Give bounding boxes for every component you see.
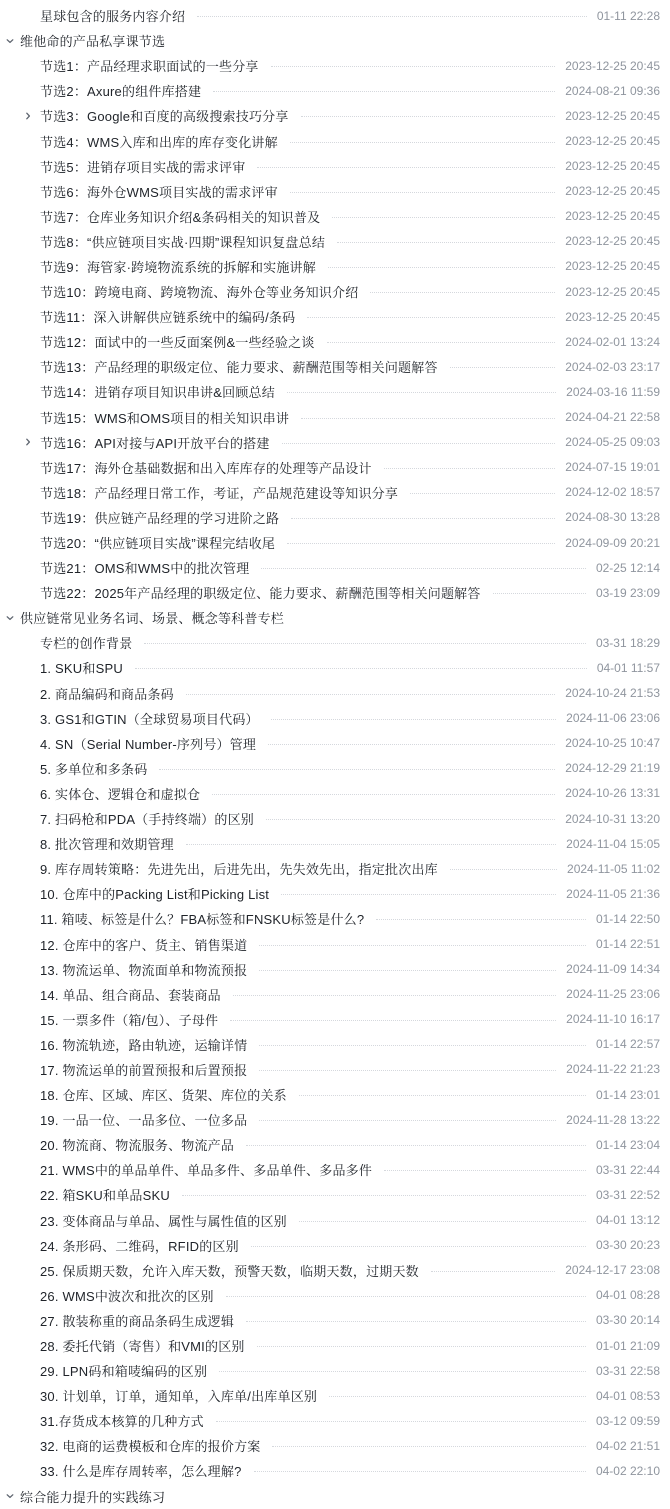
tree-item-row[interactable] xyxy=(0,982,670,1007)
item-title: 节选7：仓库业务知识介绍&条码相关的知识普及 xyxy=(40,209,321,225)
item-title: 7. 扫码枪和PDA（手持终端）的区别 xyxy=(40,812,254,828)
item-title: 节选5：进销存项目实战的需求评审 xyxy=(40,159,246,175)
item-title: 节选6：海外仓WMS项目实战的需求评审 xyxy=(40,184,278,200)
tree-item-row[interactable] xyxy=(0,1233,670,1258)
tree-item-row[interactable] xyxy=(0,1283,670,1308)
tree-item-row[interactable] xyxy=(0,279,670,304)
item-timestamp: 02-25 12:14 xyxy=(595,560,660,575)
item-timestamp: 2024-03-16 11:59 xyxy=(566,384,660,399)
dotted-leader-line xyxy=(230,1020,556,1021)
item-title: 12. 仓库中的客户、货主、销售渠道 xyxy=(40,937,248,953)
item-timestamp: 01-14 23:04 xyxy=(595,1137,660,1152)
item-title: 30. 计划单，订单，通知单，入库单/出库单区别 xyxy=(40,1389,318,1405)
dotted-leader-line xyxy=(216,1421,586,1422)
dotted-leader-line xyxy=(259,945,586,946)
item-title: 节选16：API对接与API开放平台的搭建 xyxy=(40,435,270,451)
tree-item-row[interactable] xyxy=(0,1007,670,1032)
item-timestamp: 2024-09-09 20:21 xyxy=(565,535,660,550)
item-title: 21. WMS中的单品单件、单品多件、多品单件、多品多件 xyxy=(40,1163,373,1179)
item-timestamp: 01-01 21:09 xyxy=(595,1338,660,1353)
dotted-leader-line xyxy=(226,1296,586,1297)
chevron-right-icon[interactable] xyxy=(21,435,35,449)
item-timestamp: 2023-12-25 20:45 xyxy=(565,209,660,224)
tree-item-row[interactable] xyxy=(0,3,670,28)
item-title: 18. 仓库、区域、库区、货架、库位的关系 xyxy=(40,1088,287,1104)
dotted-leader-line xyxy=(281,894,556,895)
item-title: 27. 散装称重的商品条码生成逻辑 xyxy=(40,1313,235,1329)
item-timestamp: 2023-12-25 20:45 xyxy=(565,284,660,299)
dotted-leader-line xyxy=(144,643,586,644)
tree-section-row[interactable] xyxy=(0,28,670,53)
tree-item-row[interactable] xyxy=(0,706,670,731)
item-timestamp: 2023-12-25 20:45 xyxy=(565,108,660,123)
item-title: 节选2：Axure的组件库搭建 xyxy=(40,84,202,100)
item-timestamp: 2024-08-21 09:36 xyxy=(565,83,660,98)
item-timestamp: 2024-12-29 21:19 xyxy=(565,761,660,776)
dotted-leader-line xyxy=(301,116,556,117)
tree-section-row[interactable] xyxy=(0,605,670,630)
item-timestamp: 2024-11-25 23:06 xyxy=(566,987,660,1002)
item-title: 16. 物流轨迹，路由轨迹，运输详情 xyxy=(40,1037,248,1053)
tree-item-row[interactable] xyxy=(0,580,670,605)
item-timestamp: 03-31 22:58 xyxy=(595,1363,660,1378)
item-timestamp: 2023-12-25 20:45 xyxy=(565,184,660,199)
tree-item-row[interactable] xyxy=(0,1458,670,1483)
tree-item-row[interactable] xyxy=(0,354,670,379)
dotted-leader-line xyxy=(384,468,556,469)
item-title: 31.存货成本核算的几种方式 xyxy=(40,1414,204,1430)
tree-item-row[interactable] xyxy=(0,1132,670,1157)
tree-item-row[interactable] xyxy=(0,405,670,430)
tree-item-row[interactable] xyxy=(0,379,670,404)
item-timestamp: 04-01 11:57 xyxy=(596,660,660,675)
item-timestamp: 2024-11-06 23:06 xyxy=(566,711,660,726)
item-timestamp: 2024-11-22 21:23 xyxy=(566,1062,660,1077)
tree-item-row[interactable] xyxy=(0,530,670,555)
item-timestamp: 04-01 08:53 xyxy=(595,1388,660,1403)
item-timestamp: 2023-12-25 20:45 xyxy=(565,234,660,249)
item-timestamp: 2024-02-03 23:17 xyxy=(565,359,660,374)
item-title: 9. 库存周转策略：先进先出，后进先出，先失效先出，指定批次出库 xyxy=(40,862,438,878)
dotted-leader-line xyxy=(186,844,556,845)
dotted-leader-line xyxy=(410,493,555,494)
item-timestamp: 2024-11-10 16:17 xyxy=(566,1012,660,1027)
dotted-leader-line xyxy=(251,1246,586,1247)
item-timestamp: 01-14 22:57 xyxy=(595,1037,660,1052)
tree-item-row[interactable] xyxy=(0,630,670,655)
item-timestamp: 01-14 23:01 xyxy=(595,1087,660,1102)
dotted-leader-line xyxy=(328,267,555,268)
item-title: 节选21：OMS和WMS中的批次管理 xyxy=(40,561,250,577)
item-title: 星球包含的服务内容介绍 xyxy=(40,9,186,25)
item-timestamp: 2024-10-26 13:31 xyxy=(565,786,660,801)
dotted-leader-line xyxy=(261,568,585,569)
dotted-leader-line xyxy=(307,317,555,318)
item-timestamp: 2024-02-01 13:24 xyxy=(565,334,660,349)
tree-item-row[interactable] xyxy=(0,1358,670,1383)
item-title: 28. 委托代销（寄售）和VMI的区别 xyxy=(40,1339,245,1355)
dotted-leader-line xyxy=(299,1095,586,1096)
item-timestamp: 2024-11-05 11:02 xyxy=(567,861,660,876)
dotted-leader-line xyxy=(337,242,555,243)
item-title: 4. SN（Serial Number-序列号）管理 xyxy=(40,736,257,752)
item-timestamp: 2023-12-25 20:45 xyxy=(565,309,660,324)
item-timestamp: 03-30 20:23 xyxy=(595,1238,660,1253)
item-title: 节选18：产品经理日常工作，考证，产品规范建设等知识分享 xyxy=(40,485,399,501)
tree-item-row[interactable] xyxy=(0,53,670,78)
tree-item-row[interactable] xyxy=(0,1308,670,1333)
item-timestamp: 03-31 22:52 xyxy=(595,1187,660,1202)
item-timestamp: 2024-11-04 15:05 xyxy=(566,836,660,851)
item-timestamp: 01-11 22:28 xyxy=(596,8,660,23)
item-timestamp: 2024-08-30 13:28 xyxy=(565,510,660,525)
item-title: 19. 一品一位、一品多位、一位多品 xyxy=(40,1113,248,1129)
tree-item-row[interactable] xyxy=(0,78,670,103)
dotted-leader-line xyxy=(493,593,586,594)
item-title: 节选20：“供应链项目实战”课程完结收尾 xyxy=(40,536,276,552)
item-timestamp: 2024-05-25 09:03 xyxy=(565,435,660,450)
tree-item-row[interactable] xyxy=(0,655,670,680)
item-title: 6. 实体仓、逻辑仓和虚拟仓 xyxy=(40,786,201,802)
dotted-leader-line xyxy=(197,16,587,17)
item-title: 节选14：进销存项目知识串讲&回顾总结 xyxy=(40,385,275,401)
tree-item-row[interactable] xyxy=(0,304,670,329)
tree-item-row[interactable] xyxy=(0,1182,670,1207)
section-title: 维他命的产品私享课节选 xyxy=(20,34,166,50)
item-title: 3. GS1和GTIN（全球贸易项目代码） xyxy=(40,711,259,727)
item-title: 节选10：跨境电商、跨境物流、海外仓等业务知识介绍 xyxy=(40,285,359,301)
item-timestamp: 2024-10-24 21:53 xyxy=(565,686,660,701)
tree-item-row[interactable] xyxy=(0,1408,670,1433)
item-title: 节选9：海管家·跨境物流系统的拆解和实施讲解 xyxy=(40,259,316,275)
tree-item-row[interactable] xyxy=(0,204,670,229)
item-title: 32. 电商的运费模板和仓库的报价方案 xyxy=(40,1439,261,1455)
item-title: 29. LPN码和箱唛编码的区别 xyxy=(40,1364,208,1380)
tree-item-row[interactable] xyxy=(0,906,670,931)
item-timestamp: 03-12 09:59 xyxy=(595,1413,660,1428)
dotted-leader-line xyxy=(301,418,555,419)
tree-item-row[interactable] xyxy=(0,781,670,806)
dotted-leader-line xyxy=(259,1120,556,1121)
tree-item-row[interactable] xyxy=(0,681,670,706)
tree-item-row[interactable] xyxy=(0,480,670,505)
item-title: 节选22：2025年产品经理的职级定位、能力要求、薪酬范围等相关问题解答 xyxy=(40,586,481,602)
item-timestamp: 03-31 18:29 xyxy=(595,635,660,650)
item-title: 节选4：WMS入库和出库的库存变化讲解 xyxy=(40,134,278,150)
dotted-leader-line xyxy=(135,668,587,669)
item-title: 17. 物流运单的前置预报和后置预报 xyxy=(40,1062,248,1078)
item-timestamp: 2024-10-25 10:47 xyxy=(565,736,660,751)
item-title: 13. 物流运单、物流面单和物流预报 xyxy=(40,962,248,978)
tree-item-row[interactable] xyxy=(0,957,670,982)
tree-item-row[interactable] xyxy=(0,856,670,881)
item-timestamp: 04-01 08:28 xyxy=(595,1288,660,1303)
item-title: 节选19：供应链产品经理的学习进阶之路 xyxy=(40,510,280,526)
item-title: 1. SKU和SPU xyxy=(40,661,123,677)
dotted-leader-line xyxy=(287,392,556,393)
item-timestamp: 2024-11-28 13:22 xyxy=(566,1112,660,1127)
item-title: 2. 商品编码和商品条码 xyxy=(40,686,174,702)
dotted-leader-line xyxy=(329,1396,586,1397)
item-title: 节选12：面试中的一些反面案例&一些经验之谈 xyxy=(40,335,315,351)
dotted-leader-line xyxy=(259,1045,586,1046)
tree-item-row[interactable] xyxy=(0,1258,670,1283)
tree-item-row[interactable] xyxy=(0,731,670,756)
dotted-leader-line xyxy=(182,1195,586,1196)
tree-item-row[interactable] xyxy=(0,555,670,580)
tree-item-row[interactable] xyxy=(0,1032,670,1057)
tree-item-row[interactable] xyxy=(0,1157,670,1182)
item-title: 14. 单品、组合商品、套装商品 xyxy=(40,987,221,1003)
item-title: 20. 物流商、物流服务、物流产品 xyxy=(40,1138,235,1154)
dotted-leader-line xyxy=(246,1145,586,1146)
dotted-leader-line xyxy=(259,970,556,971)
tree-item-row[interactable] xyxy=(0,179,670,204)
tree-item-row[interactable] xyxy=(0,128,670,153)
item-timestamp: 04-01 13:12 xyxy=(595,1213,660,1228)
dotted-leader-line xyxy=(299,1221,586,1222)
tree-item-row[interactable] xyxy=(0,254,670,279)
dotted-leader-line xyxy=(290,192,555,193)
item-title: 5. 多单位和多条码 xyxy=(40,761,148,777)
dotted-leader-line xyxy=(259,1070,556,1071)
item-title: 22. 箱SKU和单品SKU xyxy=(40,1188,170,1204)
item-timestamp: 2023-12-25 20:45 xyxy=(565,58,660,73)
dotted-leader-line xyxy=(246,1321,586,1322)
dotted-leader-line xyxy=(290,142,555,143)
tree-item-row[interactable] xyxy=(0,881,670,906)
item-title: 10. 仓库中的Packing List和Picking List xyxy=(40,887,270,903)
item-timestamp: 01-14 22:51 xyxy=(595,937,660,952)
tree-item-row[interactable] xyxy=(0,455,670,480)
chevron-down-icon[interactable] xyxy=(3,611,17,625)
tree-item-row[interactable] xyxy=(0,756,670,781)
dotted-leader-line xyxy=(291,518,555,519)
item-title: 节选11：深入讲解供应链系统中的编码/条码 xyxy=(40,310,296,326)
item-title: 23. 变体商品与单品、属性与属性值的区别 xyxy=(40,1213,287,1229)
tree-item-row[interactable] xyxy=(0,505,670,530)
dotted-leader-line xyxy=(213,91,555,92)
tree-item-row[interactable] xyxy=(0,1333,670,1358)
dotted-leader-line xyxy=(450,367,556,368)
item-title: 节选8：“供应链项目实战·四期”课程知识复盘总结 xyxy=(40,234,326,250)
tree-item-row[interactable] xyxy=(0,1082,670,1107)
item-title: 节选13：产品经理的职级定位、能力要求、薪酬范围等相关问题解答 xyxy=(40,360,438,376)
section-title: 供应链常见业务名词、场景、概念等科普专栏 xyxy=(20,611,285,627)
item-timestamp: 2024-12-02 18:57 xyxy=(565,485,660,500)
item-title: 33. 什么是库存周转率，怎么理解? xyxy=(40,1464,242,1480)
tree-item-row[interactable] xyxy=(0,1107,670,1132)
tree-item-row[interactable] xyxy=(0,1208,670,1233)
tree-item-row[interactable] xyxy=(0,1433,670,1458)
dotted-leader-line xyxy=(282,443,556,444)
item-title: 24. 条形码、二维码，RFID的区别 xyxy=(40,1238,239,1254)
dotted-leader-line xyxy=(266,819,555,820)
item-timestamp: 2023-12-25 20:45 xyxy=(565,259,660,274)
item-timestamp: 2024-11-09 14:34 xyxy=(566,962,660,977)
section-title: 综合能力提升的实践练习 xyxy=(20,1489,166,1505)
tree-item-row[interactable] xyxy=(0,103,670,128)
dotted-leader-line xyxy=(219,1371,586,1372)
dotted-leader-line xyxy=(431,1271,555,1272)
dotted-leader-line xyxy=(233,995,556,996)
dotted-leader-line xyxy=(254,1471,586,1472)
item-title: 专栏的创作背景 xyxy=(40,636,133,652)
item-timestamp: 03-19 23:09 xyxy=(595,585,660,600)
tree-section-row[interactable] xyxy=(0,1484,670,1509)
tree-item-row[interactable] xyxy=(0,229,670,254)
item-title: 15. 一票多件（箱/包）、子母件 xyxy=(40,1012,219,1028)
item-timestamp: 2023-12-25 20:45 xyxy=(565,134,660,149)
dotted-leader-line xyxy=(272,1446,585,1447)
tree-item-row[interactable] xyxy=(0,154,670,179)
item-timestamp: 2024-11-05 21:36 xyxy=(566,886,660,901)
dotted-leader-line xyxy=(450,869,557,870)
item-timestamp: 2024-04-21 22:58 xyxy=(565,410,660,425)
dotted-leader-line xyxy=(271,66,556,67)
item-timestamp: 04-02 22:10 xyxy=(595,1463,660,1478)
tree-item-row[interactable] xyxy=(0,329,670,354)
item-title: 8. 批次管理和效期管理 xyxy=(40,837,174,853)
item-timestamp: 03-30 20:14 xyxy=(595,1313,660,1328)
dotted-leader-line xyxy=(159,769,555,770)
item-title: 26. WMS中波次和批次的区别 xyxy=(40,1288,214,1304)
item-timestamp: 2023-12-25 20:45 xyxy=(565,159,660,174)
tree-item-row[interactable] xyxy=(0,931,670,956)
dotted-leader-line xyxy=(332,217,555,218)
item-timestamp: 01-14 22:50 xyxy=(595,911,660,926)
dotted-leader-line xyxy=(268,744,555,745)
chevron-down-icon[interactable] xyxy=(3,1489,17,1503)
dotted-leader-line xyxy=(287,543,555,544)
item-timestamp: 2024-10-31 13:20 xyxy=(565,811,660,826)
item-title: 节选3：Google和百度的高级搜索技巧分享 xyxy=(40,109,289,125)
item-timestamp: 2024-07-15 19:01 xyxy=(565,460,660,475)
item-title: 11. 箱唛、标签是什么？FBA标签和FNSKU标签是什么? xyxy=(40,912,365,928)
chevron-right-icon[interactable] xyxy=(21,109,35,123)
tree-item-row[interactable] xyxy=(0,806,670,831)
item-title: 节选15：WMS和OMS项目的相关知识串讲 xyxy=(40,410,290,426)
dotted-leader-line xyxy=(186,694,555,695)
tree-item-row[interactable] xyxy=(0,831,670,856)
tree-item-row[interactable] xyxy=(0,1383,670,1408)
dotted-leader-line xyxy=(257,1346,586,1347)
dotted-leader-line xyxy=(212,794,555,795)
item-timestamp: 2024-12-17 23:08 xyxy=(565,1263,660,1278)
item-title: 节选1：产品经理求职面试的一些分享 xyxy=(40,59,259,75)
tree-item-row[interactable] xyxy=(0,1057,670,1082)
dotted-leader-line xyxy=(327,342,556,343)
item-timestamp: 04-02 21:51 xyxy=(595,1438,660,1453)
item-timestamp: 03-31 22:44 xyxy=(595,1162,660,1177)
dotted-leader-line xyxy=(271,719,556,720)
tree-item-row[interactable] xyxy=(0,430,670,455)
dotted-leader-line xyxy=(376,919,586,920)
item-title: 25. 保质期天数，允许入库天数，预警天数，临期天数，过期天数 xyxy=(40,1263,419,1279)
dotted-leader-line xyxy=(370,292,555,293)
dotted-leader-line xyxy=(384,1170,586,1171)
item-title: 节选17：海外仓基础数据和出入库库存的处理等产品设计 xyxy=(40,460,372,476)
dotted-leader-line xyxy=(257,167,555,168)
chevron-down-icon[interactable] xyxy=(3,34,17,48)
